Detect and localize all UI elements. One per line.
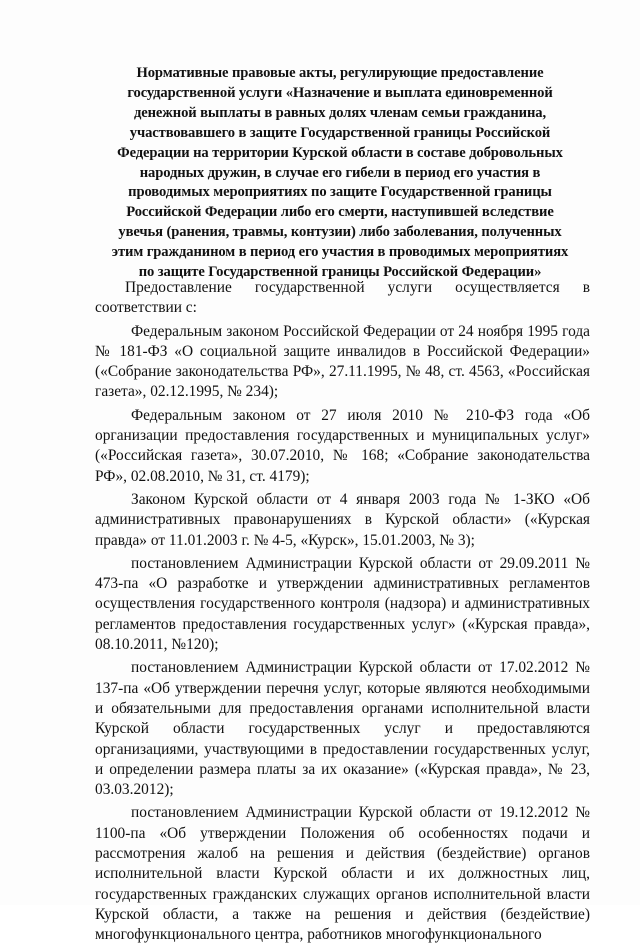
law-paragraph-regional-1zko: Законом Курской области от 4 января 2003 года № 1-ЗКО «Об административных правонарушениях в Курской области» («Курская правда» от 11.01.2003 г. № 4-5, «Курск», 15.01.2003, № 3); — [95, 490, 590, 549]
law-paragraph-federal-210: Федеральным законом от 27 июля 2010 № 210-ФЗ года «Об организации предоставления государственных и муниципальных услуг» («Российская газета», 30.07.2010, № 168; «Собрание законодательства РФ», 02.08.2010, № 31, ст. 4179); — [95, 406, 590, 485]
intro-paragraph: Предоставление государственной услуги осуществляется в соответствии с: — [95, 279, 590, 317]
law-paragraph-federal-181: Федеральным законом Российской Федерации от 24 ноября 1995 года № 181-ФЗ «О социальной защите инвалидов в Российской Федерации» («Собрание законодательства РФ», 27.11.1995, № 48, ст. 4563, «Российская газета», 02.12.1995, № 234); — [95, 322, 590, 401]
document-title: Нормативные правовые акты, регулирующие предоставление государственной услуги «Назначение и выплата единовременной денежной выплаты в равных долях членам семьи гражданина, участвовавшего в защите Государственной границы Российской Федерации на территории Курской области в составе добровольных народных дружин, в случае его гибели в период его участия в проводимых мероприятиях по защите Государственной границы Российской Федерации либо его смерти, наступившей вследствие увечья (ранения, травмы, контузии) либо заболевания, полученных этим гражданином в период его участия в проводимых мероприятиях по защите Государственной границы Российской Федерации» — [111, 65, 569, 281]
law-paragraph-resolution-137: постановлением Администрации Курской области от 17.02.2012 № 137-па «Об утверждении перечня услуг, которые являются необходимыми и обязательными для предоставления органами исполнительной власти Курской области государственных услуг и предоставляются организациями, участвующими в предоставлении государственных услуг, и определении размера платы за их оказание» («Курская правда», № 23, 03.03.2012); — [95, 659, 590, 799]
law-paragraph-resolution-1100: постановлением Администрации Курской области от 19.12.2012 № 1100-па «Об утверждении Положения об особенностях подачи и рассмотрения жалоб на решения и действия (бездействие) органов исполнительной власти Курской области и их должностных лиц, государственных гражданских служащих органов исполнительной власти Курской области, а также на решения и действия (бездействие) многофункционального центра, работников многофункционального — [95, 804, 590, 944]
document-body — [95, 278, 590, 949]
law-paragraph-resolution-473: постановлением Администрации Курской области от 29.09.2011 № 473-па «О разработке и утверждении административных регламентов осуществления государственного контроля (надзора) и административных регламентов предоставления государственных услуг» («Курская правда», 08.10.2011, №120); — [95, 554, 590, 654]
